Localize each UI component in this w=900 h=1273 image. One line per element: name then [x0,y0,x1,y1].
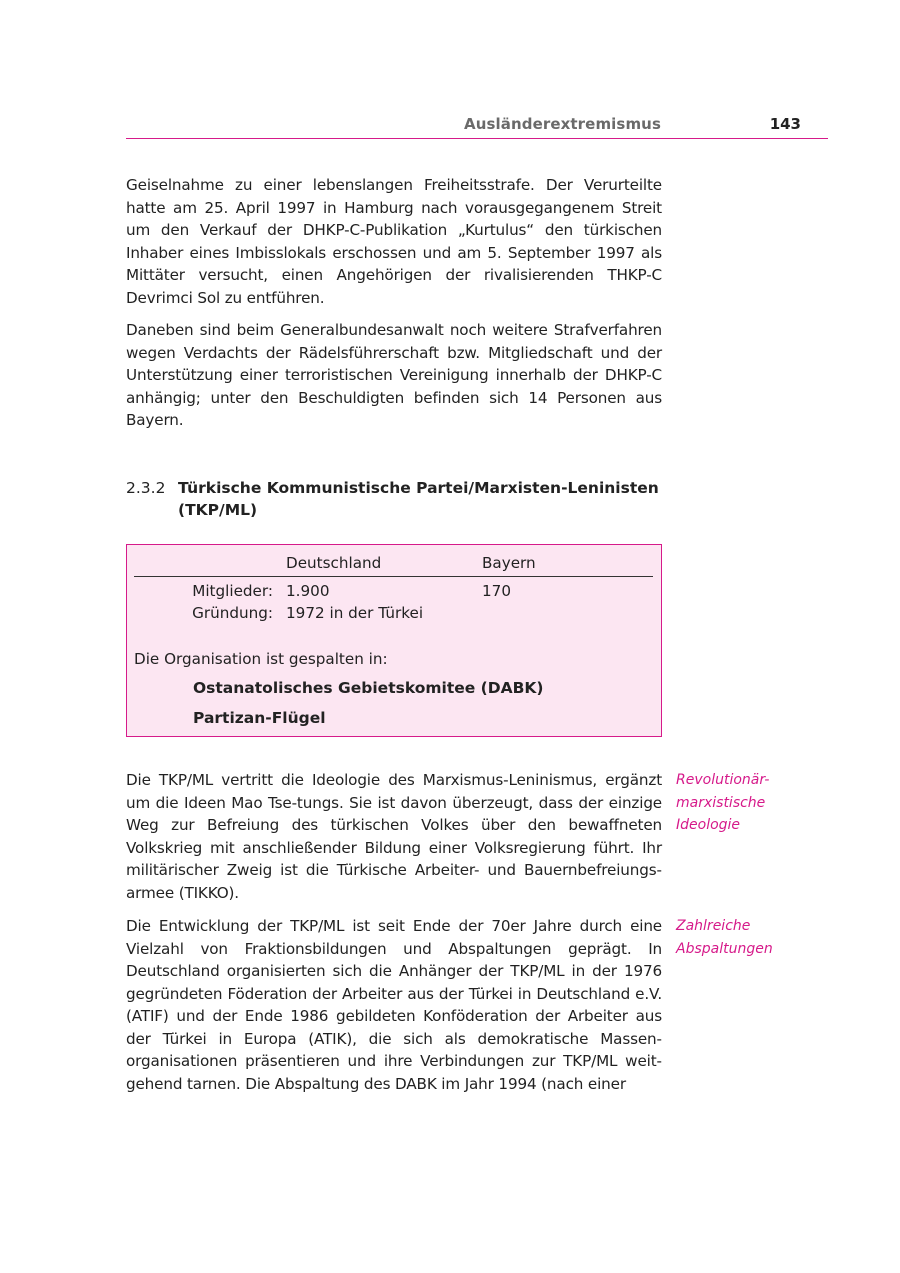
info-table-header [134,554,653,577]
body-paragraph [126,769,662,904]
column-header-bavaria: Bayern [482,554,536,572]
paragraph-text: Die Entwicklung der TKP/ML ist seit Ende der 70er Jahre durch eine Vielzahl von Fraktionsbildungen und Abspaltungen geprägt. In Deutschland organisierten sich die Anhänger der TKP/ML in der 1976 gegründeten Föderation der Arbeiter aus der Türkei in Deutschland e.V. (ATIF) und der Ende 1986 gebildeten Konföderation der Arbeiter aus der Türkei in Europa (ATIK), die sich als demokratische Massenorganisationen präsentieren und ihre Verbindungen zur TKP/ML weitgehend tarnen. Die Abspaltung des DABK im Jahr 1994 (nach einer [126,917,662,1093]
faction-partizan: Partizan-Flügel [193,709,326,727]
founded-row [134,604,653,626]
paragraph-text: Daneben sind beim Generalbundesanwalt noch weitere Strafverfahren wegen Verdachts der Rädelsführerschaft bzw. Mitgliedschaft und der Unterstützung einer terroristischen Vereinigung innerhalb der DHKP-C anhängig; unter den Beschuldigten befinden sich 14 Personen aus Bayern. [126,321,662,429]
members-row [134,582,653,604]
margin-note-ideology [676,769,836,837]
page-header [126,112,828,139]
margin-note-splits [676,915,836,960]
page-number: 143 [769,115,801,133]
founded-label: Gründung: [192,604,273,622]
founded-value: 1972 in der Türkei [286,604,424,622]
members-label: Mitglieder: [192,582,273,600]
running-title: Ausländerextremismus [464,115,661,133]
faction-dabk: Ostanatolisches Gebietskomitee (DABK) [193,679,544,697]
section-title: Türkische Kommunistische Partei/Marxisten-Leninisten (TKP/ML) [178,479,659,519]
margin-note-line: Zahlreiche [676,918,751,934]
section-number: 2.3.2 [126,479,166,497]
paragraph-text: Geiselnahme zu einer lebenslangen Freiheitsstrafe. Der Verurteilte hatte am 25. April 1997 in Hamburg nach vorausgegangenem Streit um den Verkauf der DHKP-C-Publikation „Kurtulus“ den türkischen Inhaber eines Imbisslokals erschossen und am 5. September 1997 als Mittäter versucht, einen Angehörigen der rivalisierenden THKP-C Devrimci Sol zu entführen. [126,176,662,307]
margin-note-line: Abspaltungen [676,940,773,957]
section-heading [126,477,686,521]
body-paragraph [126,174,662,309]
body-paragraph [126,915,662,1095]
paragraph-text: Die TKP/ML vertritt die Ideologie des Marxismus-Leninismus, ergänzt um die Ideen Mao Tse-tungs. Sie ist davon überzeugt, dass der einzige Weg zur Befreiung des türkischen Volkes über den bewaffneten Volkskrieg mit anschließender Bildung einer Volksregierung führt. Ihr militärischer Zweig ist die Türkische Arbeiter- und Bauernbefreiungsarmee (TIKKO). [126,771,662,902]
margin-note-line: Revolutionär- [676,772,770,788]
margin-note-line: Ideologie [676,817,741,833]
body-paragraph [126,319,662,432]
members-germany: 1.900 [286,582,330,600]
organization-info-box [126,544,662,737]
column-header-germany: Deutschland [286,554,382,572]
margin-note-line: marxistische [676,794,766,811]
split-intro: Die Organisation ist gespalten in: [134,650,388,668]
members-bavaria: 170 [482,582,511,600]
